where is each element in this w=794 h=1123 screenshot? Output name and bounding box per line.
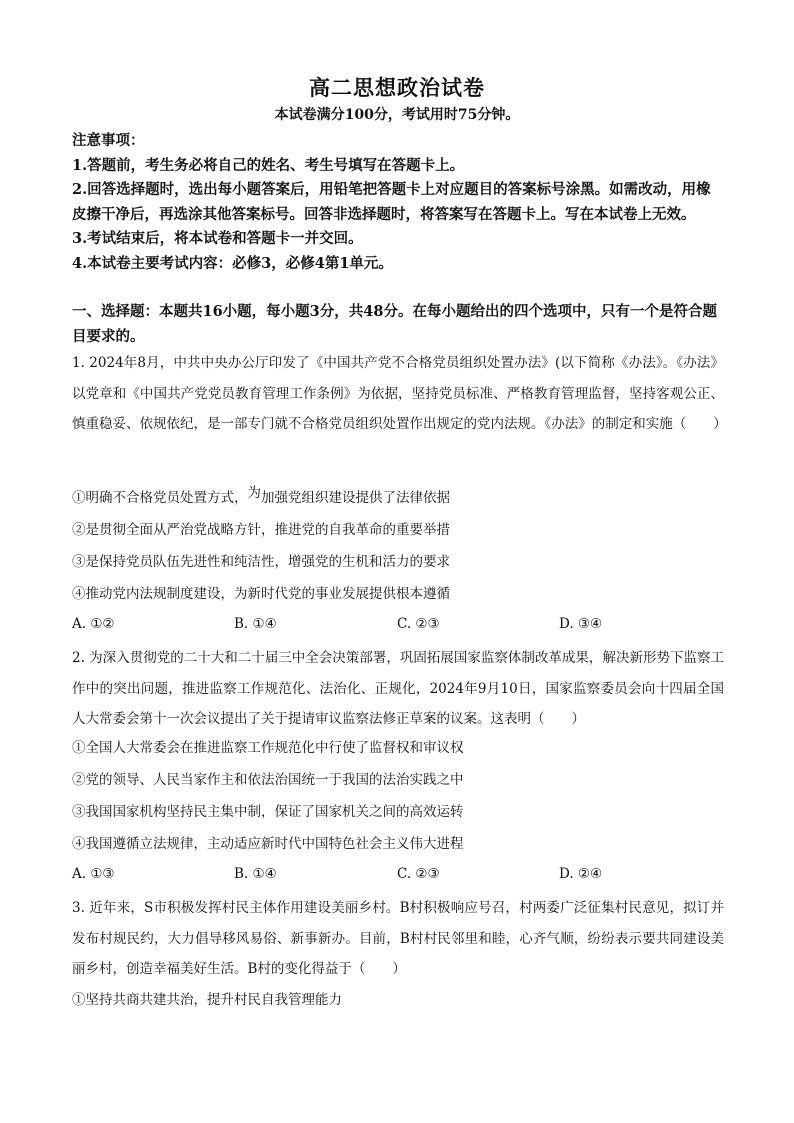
option-a[interactable]: A. ①② bbox=[72, 616, 115, 632]
note-item: 2.回答选择题时，选出每小题答案后，用铅笔把答题卡上对应题目的答案标号涂黑。如需改动，用橡皮擦干净后，再选涂其他答案标号。回答非选择题时，将答案写在答题卡上。写在本试卷上无效。 bbox=[72, 181, 711, 223]
notes-block bbox=[72, 129, 724, 276]
statement-text: 为 bbox=[247, 485, 261, 501]
question-statement: ③我国国家机构坚持民主集中制，保证了国家机关之间的高效运转 bbox=[72, 804, 464, 820]
question-statement: ④推动党内法规制度建设，为新时代党的事业发展提供根本遵循 bbox=[72, 586, 450, 602]
question-statement: ①全国人大常委会在推进监察工作规范化中行使了监督权和审议权 bbox=[72, 740, 464, 756]
note-item: 4.本试卷主要考试内容：必修3，必修4第1单元。 bbox=[72, 254, 393, 272]
question-stem: 2. 为深入贯彻党的二十大和二十届三中全会决策部署，巩固拓展国家监察体制改革成果，解决新形势下监察工作中的突出问题，推进监察工作规范化、法治化、正规化，2024年9月10日，国家监察委员会向十四届全国人大常委会第十一次会议提出了关于提请审议监察法修正草案的议案。这表明（ ） bbox=[72, 650, 724, 727]
option-b[interactable]: B. ①④ bbox=[234, 616, 277, 632]
option-c[interactable]: C. ②③ bbox=[397, 866, 440, 882]
page-subtitle: 本试卷满分100分，考试用时75分钟。 bbox=[274, 107, 520, 123]
question-stem: 3. 近年来，S市积极发挥村民主体作用建设美丽乡村。B村积极响应号召，村两委广泛征集村民意见，拟订并发布村规民约，大力倡导移风易俗、新事新办。目前，B村村民邻里和睦，心齐气顺，纷纷表示要共同建设美丽乡村，创造幸福美好生活。B村的变化得益于（ ） bbox=[72, 900, 724, 977]
page-title: 高二思想政治试卷 bbox=[309, 75, 485, 100]
option-b[interactable]: B. ①④ bbox=[234, 866, 277, 882]
option-a[interactable]: A. ①③ bbox=[72, 866, 115, 882]
question-statement bbox=[72, 485, 724, 508]
question-statement: ②是贯彻全面从严治党战略方针，推进党的自我革命的重要举措 bbox=[72, 522, 450, 538]
option-d[interactable]: D. ②④ bbox=[559, 866, 603, 882]
question-statement: ①坚持共商共建共治，提升村民自我管理能力 bbox=[72, 992, 342, 1008]
note-item: 3.考试结束后，将本试卷和答题卡一并交回。 bbox=[72, 230, 363, 247]
question-stem: 1. 2024年8月，中共中央办公厅印发了《中国共产党不合格党员组织处置办法》(以下简称《办法》。《办法》以党章和《中国共产党党员教育管理工作条例》为依据，坚持党员标准、严格教育管理监督，坚持客观公正、慎重稳妥、依规依纪，是一部专门就不合格党员组织处置作出规定的党内法规。《办法》的制定和实施（ ） bbox=[72, 355, 727, 432]
statement-text: ①明确不合格党员处置方式， bbox=[72, 490, 248, 506]
note-item: 1.答题前，考生务必将自己的姓名、考生号填写在答题卡上。 bbox=[72, 156, 465, 174]
section-heading: 一、选择题：本题共16小题，每小题3分，共48分。在每小题给出的四个选项中，只有一个是符合题目要求的。 bbox=[72, 303, 717, 345]
question-statement: ④我国遵循立法规律，主动适应新时代中国特色社会主义伟大进程 bbox=[72, 836, 464, 852]
option-c[interactable]: C. ②③ bbox=[397, 616, 440, 632]
question-statement: ②党的领导、人民当家作主和依法治国统一于我国的法治实践之中 bbox=[72, 772, 464, 788]
statement-text: 加强党组织建设提供了法律依据 bbox=[261, 490, 450, 506]
answer-options bbox=[72, 616, 724, 636]
option-d[interactable]: D. ③④ bbox=[559, 616, 603, 632]
answer-options bbox=[72, 866, 724, 886]
notes-heading: 注意事项： bbox=[72, 132, 145, 149]
question-statement: ③是保持党员队伍先进性和纯洁性，增强党的生机和活力的要求 bbox=[72, 554, 450, 570]
